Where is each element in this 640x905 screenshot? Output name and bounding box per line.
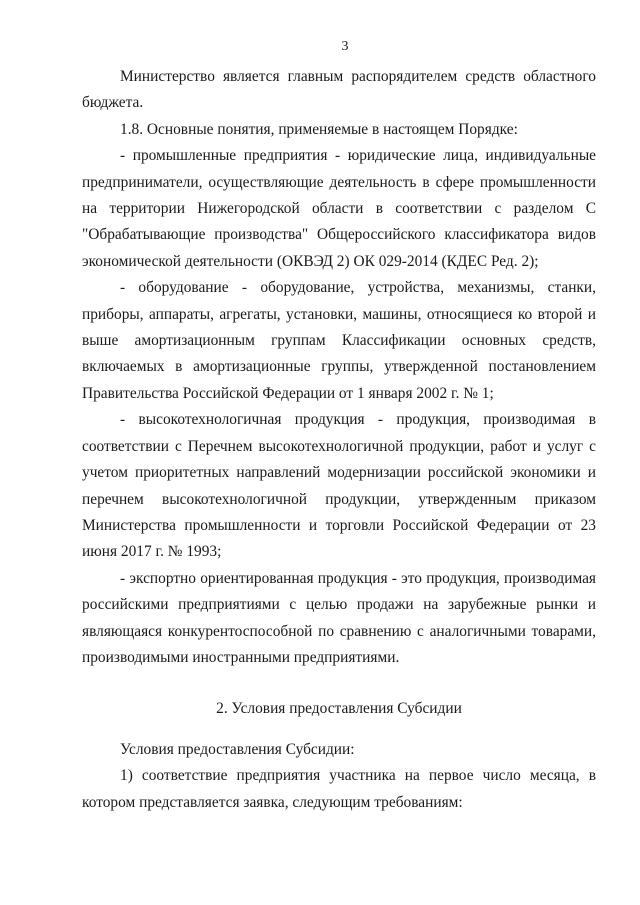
paragraph-conditions-intro: Условия предоставления Субсидии: (120, 740, 355, 758)
paragraph-ministry-role: Министерство является главным распорядителем средств областного бюджета. (82, 68, 596, 112)
paragraph-equipment: - оборудование - оборудование, устройства, механизмы, станки, приборы, аппараты, агрегаты, установки, машины, относящиеся ко второй и выше амортизационным группам Классификации основных средств, включаемых в амортизационные группы, утвержденной постановлением Правительства Российской Федерации от 1 января 2002 г. № 1; (82, 279, 596, 402)
paragraph-export-products: - экспортно ориентированная продукция - это продукция, производимая российскими предприятиями с целью продажи на зарубежные рынки и являющаяся конкурентоспособной по сравнению с аналогичными товарами, производимыми иностранными предприятиями. (82, 569, 596, 666)
page-number: 3 (341, 39, 349, 54)
paragraph-high-tech-products: - высокотехнологичная продукция - продукция, производимая в соответствии с Перечнем высокотехнологичной продукции, работ и услуг с учетом приоритетных направлений модернизации российской экономики и перечнем высокотехнологичной продукции, утвержденным приказом Министерства промышленности и торговли Российской Федерации от 23 июня 2017 г. № 1993; (82, 411, 596, 561)
paragraph-definitions-intro: 1.8. Основные понятия, применяемые в настоящем Порядке: (120, 120, 518, 138)
section-heading: 2. Условия предоставления Субсидии (216, 700, 462, 718)
paragraph-industrial-enterprises: - промышленные предприятия - юридические лица, индивидуальные предприниматели, осуществляющие деятельность в сфере промышленности на территории Нижегородской области в соответствии с разделом С "Обрабатывающие производства" Общероссийского классификатора видов экономической деятельности (ОКВЭД 2) ОК 029-2014 (КДЕС Ред. 2); (82, 147, 596, 270)
paragraph-condition-1: 1) соответствие предприятия участника на первое число месяца, в котором представляется заявка, следующим требованиям: (82, 767, 596, 811)
page-body (82, 64, 596, 816)
